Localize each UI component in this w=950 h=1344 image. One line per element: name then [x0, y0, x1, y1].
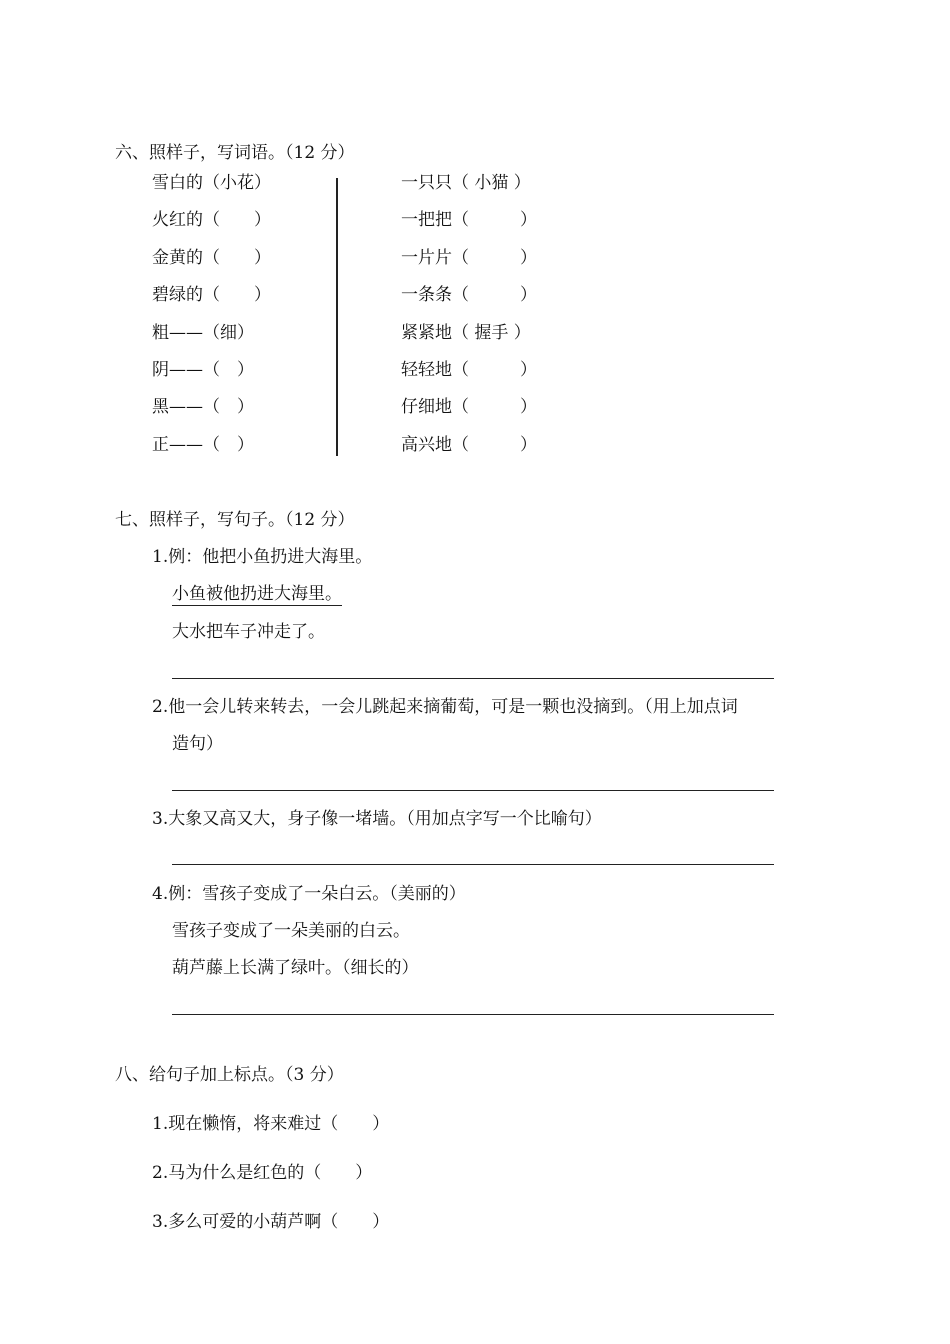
- section-7-title: 七、照样子，写句子。（12 分）: [115, 510, 355, 530]
- section-6-right-item: 紧紧地（ 握手 ）: [401, 323, 531, 343]
- answer-line[interactable]: [172, 678, 774, 679]
- section-6-left-item: 碧绿的（ ）: [152, 285, 271, 305]
- question-2-continued: 造句）: [172, 734, 223, 754]
- section-8-title: 八、给句子加上标点。（3 分）: [115, 1065, 344, 1085]
- punctuation-item: 1.现在懒惰，将来难过（ ）: [152, 1114, 390, 1134]
- question-1-example-answer: 小鱼被他扔进大海里。: [172, 584, 342, 604]
- section-6-title: 六、照样子，写词语。（12 分）: [115, 143, 355, 163]
- section-6-right-item: 一片片（ ）: [401, 248, 537, 268]
- section-6-left-item: 雪白的（小花）: [152, 173, 271, 193]
- answer-line[interactable]: [172, 1014, 774, 1015]
- question-1: 1.例：他把小鱼扔进大海里。: [152, 547, 373, 567]
- question-4-example-answer: 雪孩子变成了一朵美丽的白云。: [172, 921, 410, 941]
- section-6-left-item: 粗——（细）: [152, 323, 254, 343]
- column-divider: [336, 178, 338, 456]
- answer-line[interactable]: [172, 790, 774, 791]
- section-6-left-item: 黑——（ ）: [152, 397, 254, 417]
- question-2: 2.他一会儿转来转去，一会儿跳起来摘葡萄，可是一颗也没摘到。（用上加点词: [152, 697, 738, 717]
- section-6-left-item: 阴——（ ）: [152, 360, 254, 380]
- question-3: 3.大象又高又大，身子像一堵墙。（用加点字写一个比喻句）: [152, 809, 602, 829]
- section-6-right-item: 仔细地（ ）: [401, 397, 537, 417]
- punctuation-item: 2.马为什么是红色的（ ）: [152, 1163, 373, 1183]
- question-4-task: 葫芦藤上长满了绿叶。（细长的）: [172, 958, 419, 978]
- section-6-right-item: 一把把（ ）: [401, 210, 537, 230]
- section-6-right-item: 一条条（ ）: [401, 285, 537, 305]
- section-6-right-item: 一只只（ 小猫 ）: [401, 173, 531, 193]
- question-1-task: 大水把车子冲走了。: [172, 622, 325, 642]
- section-6-left-item: 正——（ ）: [152, 435, 254, 455]
- section-6-left-item: 火红的（ ）: [152, 210, 271, 230]
- section-6-right-item: 轻轻地（ ）: [401, 360, 537, 380]
- punctuation-item: 3.多么可爱的小葫芦啊（ ）: [152, 1212, 390, 1232]
- section-6-right-item: 高兴地（ ）: [401, 435, 537, 455]
- section-6-left-item: 金黄的（ ）: [152, 248, 271, 268]
- answer-line[interactable]: [172, 864, 774, 865]
- question-4: 4.例：雪孩子变成了一朵白云。（美丽的）: [152, 884, 466, 904]
